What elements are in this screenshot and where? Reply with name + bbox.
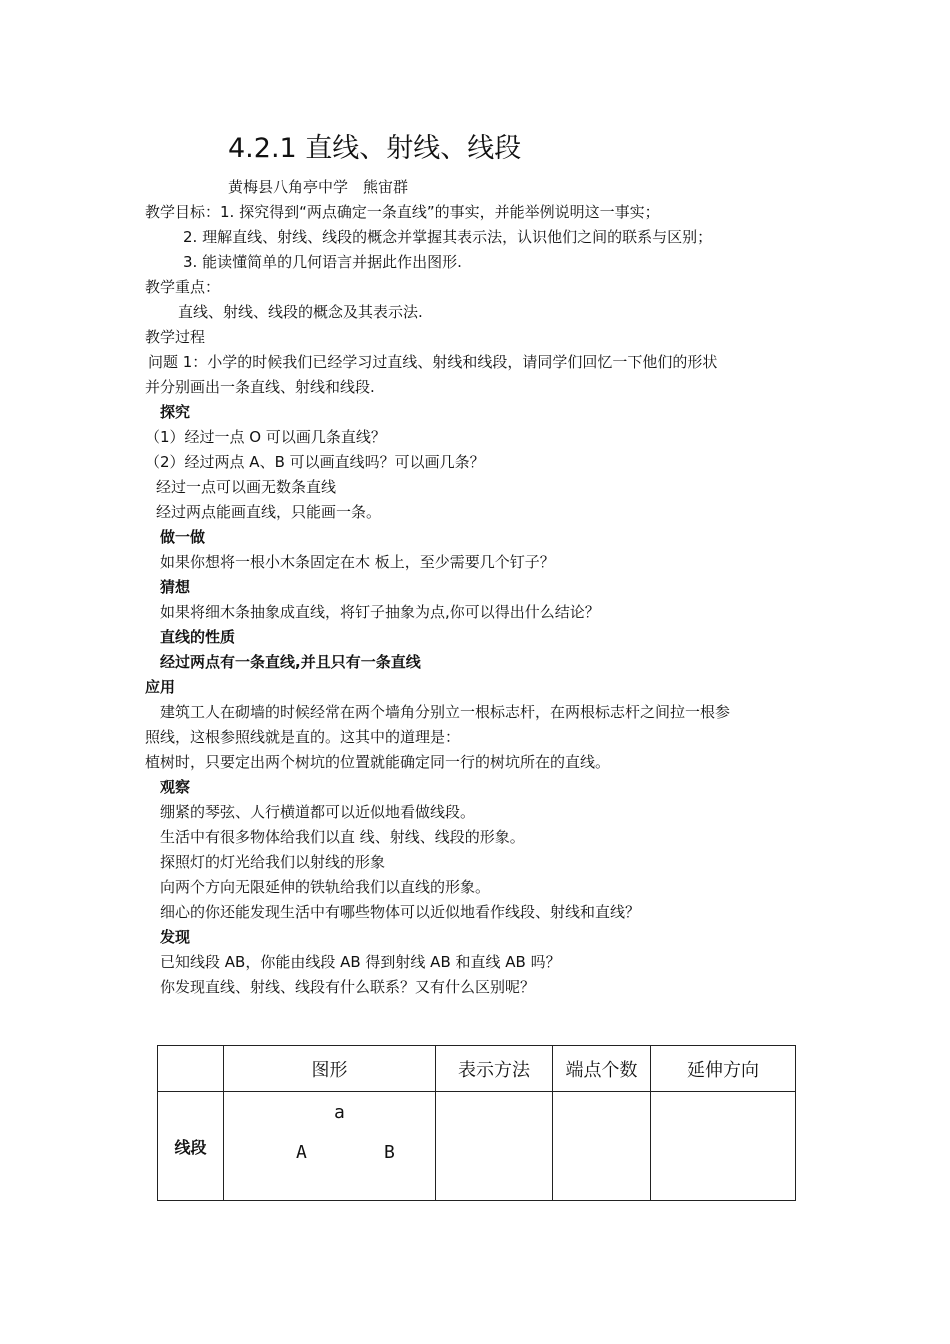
text-line: 如果将细木条抽象成直线，将钉子抽象为点,你可以得出什么结论？ [160, 603, 600, 621]
author-line: 黄梅县八角亭中学 熊宙群 [228, 178, 409, 196]
table-row [158, 1092, 796, 1201]
text-line: 3. 能读懂简单的几何语言并据此作出图形. [183, 253, 462, 271]
text-line: 生活中有很多物体给我们以直 线、射线、线段的形象。 [160, 828, 525, 846]
table-cell [436, 1092, 553, 1201]
table-header-cell: 表示方法 [436, 1046, 553, 1092]
comparison-table [157, 1045, 796, 1201]
text-line: （2）经过两点 A、B 可以画直线吗？可以画几条？ [145, 453, 485, 471]
text-line: 教学过程 [145, 328, 206, 346]
text-line: 探照灯的灯光给我们以射线的形象 [160, 853, 386, 871]
table-header-cell: 延伸方向 [651, 1046, 796, 1092]
text-line: 你发现直线、射线、线段有什么联系？又有什么区别呢？ [160, 978, 536, 996]
text-line: 问题 1：小学的时候我们已经学习过直线、射线和线段，请同学们回忆一下他们的形状 [148, 353, 718, 371]
page-title: 4.2.1 直线、射线、线段 [228, 133, 522, 164]
section-heading: 直线的性质 [160, 628, 236, 646]
text-line: 教学目标：1. 探究得到“两点确定一条直线”的事实，并能举例说明这一事实； [145, 203, 660, 221]
table-header-cell: 端点个数 [553, 1046, 651, 1092]
section-heading: 做一做 [160, 528, 206, 546]
segment-figure [224, 1092, 435, 1200]
section-heading: 观察 [160, 778, 191, 796]
section-heading: 发现 [160, 928, 191, 946]
text-line: 照线，这根参照线就是直的。这其中的道理是： [145, 728, 461, 746]
point-label-B: B [384, 1142, 395, 1163]
table-header-cell [158, 1046, 224, 1092]
text-line: 并分别画出一条直线、射线和线段. [145, 378, 375, 396]
text-line: 2. 理解直线、射线、线段的概念并掌握其表示法，认识他们之间的联系与区别； [183, 228, 713, 246]
section-heading: 猜想 [160, 578, 191, 596]
text-line: 细心的你还能发现生活中有哪些物体可以近似地看作线段、射线和直线？ [160, 903, 641, 921]
text-line: 建筑工人在砌墙的时候经常在两个墙角分别立一根标志杆，在两根标志杆之间拉一根参 [160, 703, 731, 721]
text-line: 经过两点能画直线，只能画一条。 [156, 503, 382, 521]
text-line: 向两个方向无限延伸的铁轨给我们以直线的形象。 [160, 878, 491, 896]
figure-cell [224, 1092, 436, 1201]
row-label: 线段 [158, 1092, 224, 1201]
table-header-row [158, 1046, 796, 1092]
section-heading: 应用 [145, 678, 176, 696]
text-line: 植树时，只要定出两个树坑的位置就能确定同一行的树坑所在的直线。 [145, 753, 611, 771]
text-line: 教学重点： [145, 278, 221, 296]
section-heading: 探究 [160, 403, 191, 421]
table-cell [651, 1092, 796, 1201]
text-line: 如果你想将一根小木条固定在木 板上，至少需要几个钉子？ [160, 553, 555, 571]
text-line: 已知线段 AB，你能由线段 AB 得到射线 AB 和直线 AB 吗？ [160, 953, 561, 971]
key-statement: 经过两点有一条直线,并且只有一条直线 [160, 653, 421, 671]
text-line: （1）经过一点 O 可以画几条直线？ [145, 428, 386, 446]
text-line: 经过一点可以画无数条直线 [156, 478, 337, 496]
text-line: 直线、射线、线段的概念及其表示法. [178, 303, 423, 321]
point-label-A: A [296, 1142, 307, 1163]
table-header-cell: 图形 [224, 1046, 436, 1092]
text-line: 绷紧的琴弦、人行横道都可以近似地看做线段。 [160, 803, 476, 821]
table-cell [553, 1092, 651, 1201]
segment-letter-a: a [334, 1102, 345, 1123]
